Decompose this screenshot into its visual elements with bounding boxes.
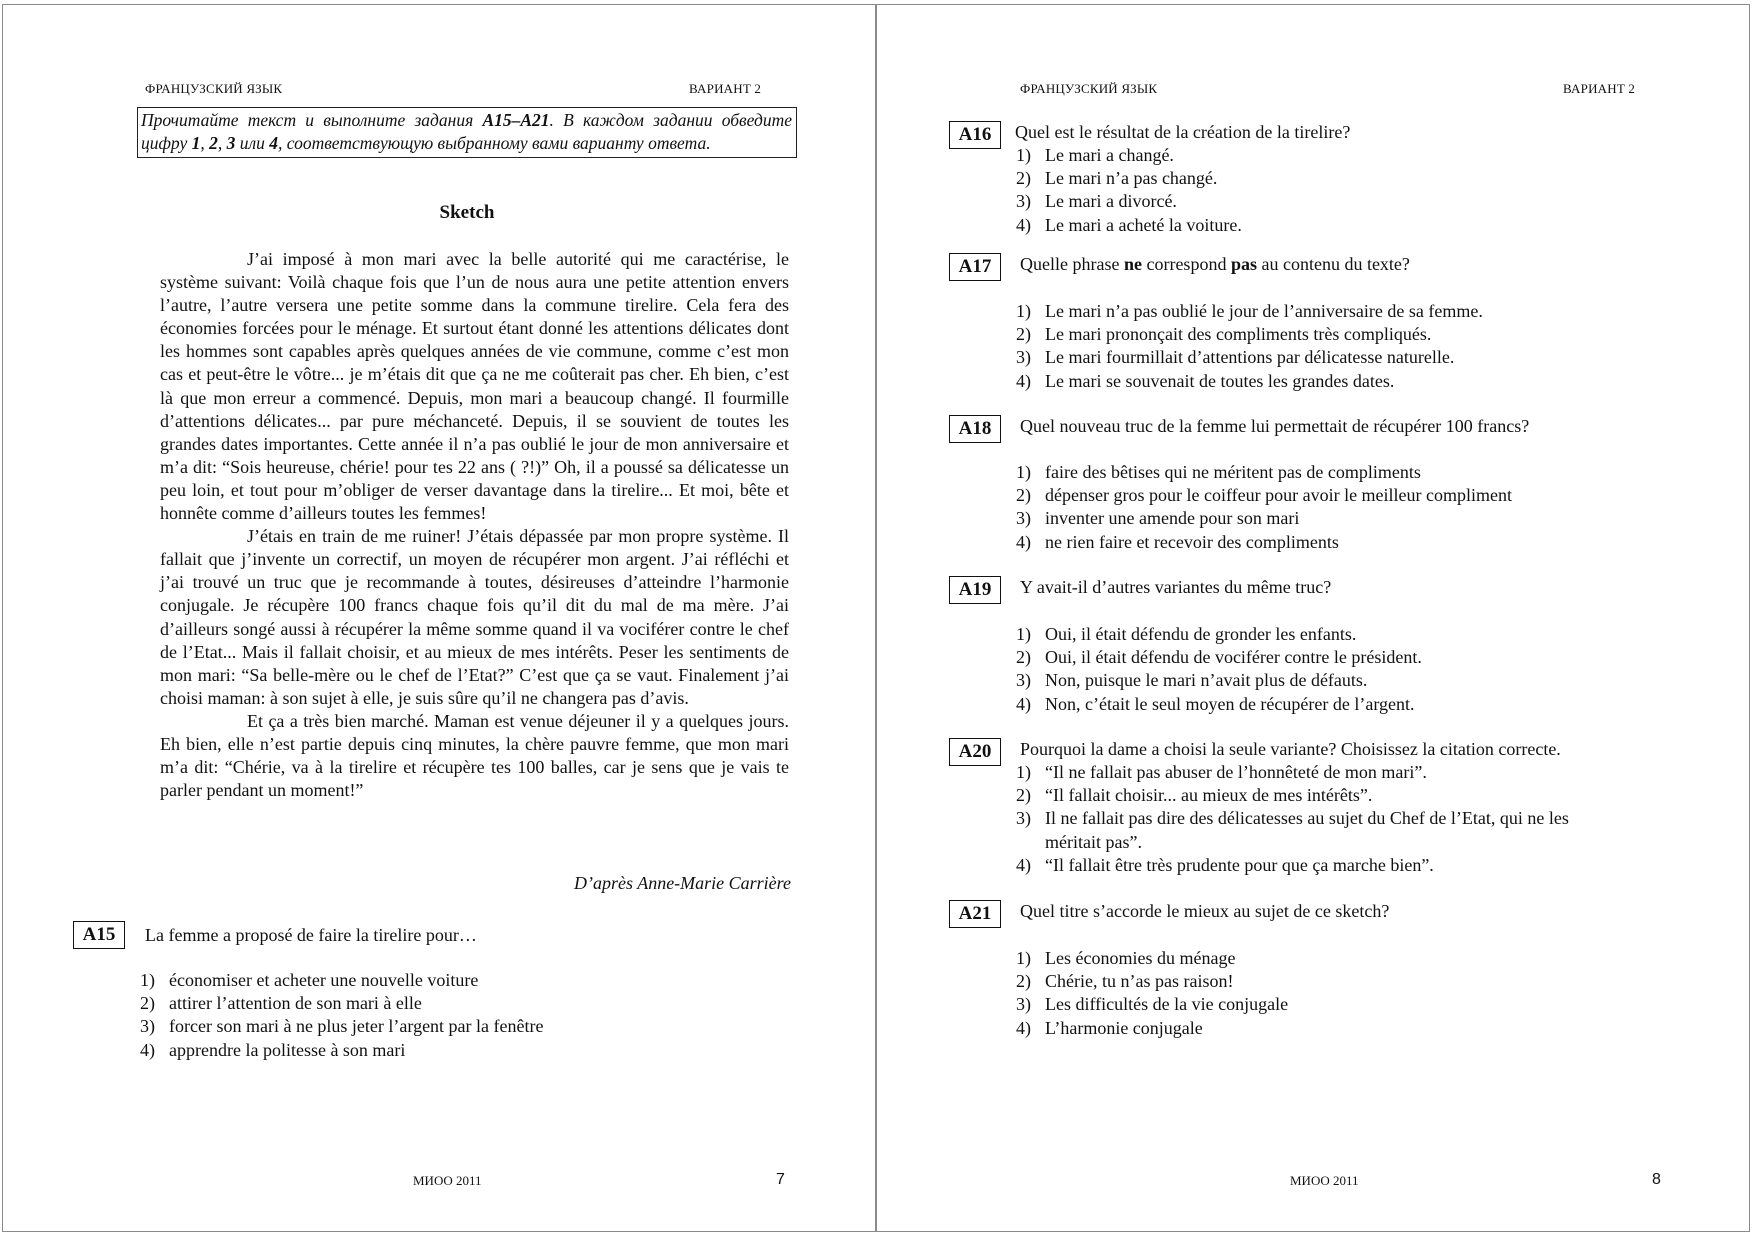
question-label-a20: A20 [949, 738, 1001, 766]
option-text: “Il fallait être très prudente pour que ça marche bien”. [1045, 854, 1434, 875]
option[interactable] [1016, 761, 1596, 784]
paragraph: Et ça a très bien marché. Maman est venue déjeuner il y a quelques jours. Eh bien, elle n’est partie depuis cinq minutes, la chère pauvre femme, que mon mari m’a dit: “Chérie, va à la tirelire et récupère tes 100 balles, car je sens que je vais te parler pendant un moment!” [160, 710, 789, 801]
emphasis-pas: pas [1230, 254, 1257, 274]
option-text: forcer son mari à ne plus jeter l’argent par la fenêtre [169, 1016, 544, 1037]
option-text: Oui, il était défendu de vociférer contre le président. [1045, 647, 1422, 668]
option-number: 3) [1016, 808, 1031, 829]
option-number: 3) [1016, 508, 1031, 529]
question-text-a17 [1020, 253, 1410, 276]
option[interactable] [1016, 531, 1512, 554]
left-page [2, 4, 876, 1232]
question-text-a16: Quel est le résultat de la création de la tirelire? [1015, 122, 1351, 142]
option-number: 4) [1016, 1017, 1031, 1038]
option[interactable] [1016, 669, 1422, 692]
option[interactable] [140, 969, 543, 992]
question-text-a15: La femme a proposé de faire la tirelire pour… [145, 925, 477, 945]
option[interactable] [1016, 461, 1512, 484]
option-text: “Il fallait choisir... au mieux de mes intérêts”. [1045, 785, 1373, 806]
option-text: Chérie, tu n’as pas raison! [1045, 971, 1234, 992]
options-a17 [1016, 300, 1483, 393]
option-number: 3) [140, 1016, 155, 1037]
page-number: 8 [1652, 1171, 1661, 1188]
header-variant: ВАРИАНТ 2 [689, 81, 762, 96]
option[interactable] [1016, 1017, 1288, 1040]
header-subject: ФРАНЦУЗСКИЙ ЯЗЫК [1020, 81, 1158, 96]
option[interactable] [1016, 646, 1422, 669]
option[interactable] [1016, 323, 1483, 346]
question-label-a17: A17 [949, 253, 1001, 281]
option-text: Le mari a divorcé. [1045, 191, 1177, 212]
option[interactable] [140, 1015, 543, 1038]
option[interactable] [1016, 370, 1483, 393]
option[interactable] [1016, 807, 1596, 853]
question-label-a15: A15 [73, 921, 125, 949]
question-text-a20: Pourquoi la dame a choisi la seule variante? Choisissez la citation correcte. [1020, 739, 1561, 759]
option[interactable] [140, 992, 543, 1015]
text-title: Sketch [439, 202, 495, 223]
option-text: dépenser gros pour le coiffeur pour avoir le meilleur compliment [1045, 485, 1513, 506]
option[interactable] [1016, 784, 1596, 807]
option-text: Le mari a changé. [1045, 145, 1174, 165]
option[interactable] [1016, 484, 1512, 507]
option[interactable] [1016, 970, 1288, 993]
option-number: 4) [1016, 854, 1031, 875]
option[interactable] [1016, 144, 1242, 167]
footer-org: МИОО 2011 [1290, 1173, 1359, 1188]
option-text: économiser et acheter une nouvelle voiture [169, 970, 479, 990]
option-number: 2) [1016, 485, 1031, 506]
options-a19 [1016, 623, 1422, 716]
option-text: Le mari a acheté la voiture. [1045, 214, 1242, 235]
header-subject: ФРАНЦУЗСКИЙ ЯЗЫК [145, 81, 283, 96]
instruction-text: , соответствующую выбранному вами варианту ответа. [277, 133, 711, 153]
separator: , [217, 133, 227, 153]
option-number: 1) [1016, 301, 1031, 321]
option[interactable] [1016, 214, 1242, 237]
option-number: 4) [1016, 531, 1031, 552]
option[interactable] [1016, 300, 1483, 323]
option-number: 1) [1016, 145, 1031, 165]
option-number: 2) [1016, 324, 1031, 345]
options-a15 [140, 969, 543, 1062]
separator: , [200, 133, 210, 153]
question-text-part: Quelle phrase [1020, 254, 1124, 274]
option-text: Le mari fourmillait d’attentions par délicatesse naturelle. [1045, 347, 1455, 368]
instruction-text: . В каждом задании обведите цифру [141, 110, 792, 153]
option-number: 2) [1016, 168, 1031, 189]
question-label-a16: A16 [949, 121, 1001, 149]
option[interactable] [140, 1039, 543, 1062]
reading-text [160, 248, 789, 802]
question-text-part: au contenu du texte? [1256, 254, 1410, 274]
options-a16 [1016, 144, 1242, 237]
option-number: 3) [1016, 994, 1031, 1015]
page-number: 7 [776, 1171, 785, 1188]
option-number: 1) [1016, 948, 1031, 968]
question-text-a19: Y avait-il d’autres variantes du même truc? [1020, 577, 1332, 597]
option-number: 2) [1016, 647, 1031, 668]
question-label-a18: A18 [949, 415, 1001, 443]
option-number: 3) [1016, 670, 1031, 691]
option-text: Non, c’était le seul moyen de récupérer de l’argent. [1045, 693, 1415, 714]
option-number: 2) [1016, 971, 1031, 992]
option-number: 2) [1016, 785, 1031, 806]
options-a20 [1016, 761, 1596, 877]
option[interactable] [1016, 167, 1242, 190]
option[interactable] [1016, 993, 1288, 1016]
option-text: Le mari prononçait des compliments très compliqués. [1045, 324, 1432, 345]
option[interactable] [1016, 346, 1483, 369]
option-number: 1) [1016, 762, 1031, 782]
option-text: apprendre la politesse à son mari [169, 1039, 406, 1060]
option-text: inventer une amende pour son mari [1045, 508, 1300, 529]
option-number: 1) [140, 970, 155, 990]
options-a18 [1016, 461, 1512, 554]
instruction-box [137, 107, 797, 158]
option-number: 3) [1016, 347, 1031, 368]
option-number: 4) [1016, 214, 1031, 235]
question-label-a21: A21 [949, 900, 1001, 928]
option-text: Il ne fallait pas dire des délicatesses au sujet du Chef de l’Etat, qui ne les méritait pas”. [1045, 808, 1569, 852]
option-number: 1) [1016, 462, 1031, 482]
footer-org: МИОО 2011 [413, 1173, 482, 1188]
digit-2: 2 [209, 133, 218, 153]
right-page [876, 4, 1750, 1232]
instruction-text: Прочитайте текст и выполните задания [141, 110, 483, 130]
paragraph: J’ai imposé à mon mari avec la belle autorité qui me caractérise, le système suivant: Voilà chaque fois que l’un de nous aura une petite attention envers l’autre, l’autre versera une petite somme dans la commune tirelire. Cela fera des économies forcées pour le ménage. Et surtout étant donné les attentions délicates dont les hommes sont capables après quelques années de vie commune, comme c’est mon cas et peut-être le vôtre... je m’étais dit que ça ne me coûterait pas cher. Eh bien, c’est là que mon erreur a commencé. Depuis, mon mari a beaucoup changé. Il fourmille d’attentions délicates... par pure méchanceté. Depuis, il se souvient de toutes les grandes dates importantes. Cette année il n’a pas oublié le jour de mon anniversaire et m’a dit: “Sois heureuse, chérie! pour tes 22 ans ( ?!)” Oh, il a poussé sa délicatesse un peu loin, et tout pour m’obliger de verser davantage dans la tirelire... Et moi, bête et honnête comme d’ailleurs toutes les femmes! [160, 249, 789, 524]
option-text: Le mari n’a pas changé. [1045, 168, 1218, 189]
question-text-a18: Quel nouveau truc de la femme lui permettait de récupérer 100 francs? [1020, 416, 1530, 436]
option-text: Les économies du ménage [1045, 948, 1236, 968]
option[interactable] [1016, 947, 1288, 970]
option-text: Les difficultés de la vie conjugale [1045, 994, 1289, 1015]
header-variant: ВАРИАНТ 2 [1563, 81, 1636, 96]
options-a21 [1016, 947, 1288, 1040]
option-text: Non, puisque le mari n’avait plus de défauts. [1045, 670, 1368, 691]
option-number: 3) [1016, 191, 1031, 212]
option-number: 4) [1016, 693, 1031, 714]
option-text: faire des bêtises qui ne méritent pas de compliments [1045, 462, 1421, 482]
question-text-a21: Quel titre s’accorde le mieux au sujet de ce sketch? [1020, 901, 1390, 921]
option[interactable] [1016, 190, 1242, 213]
paragraph: J’étais en train de me ruiner! J’étais dépassée par mon propre système. Il fallait que j’invente un correctif, un moyen de récupérer mon argent. J’ai réfléchi et j’ai trouvé un truc que je recommande à toutes, désireuses d’atteindre l’harmonie conjugale. Je récupère 100 francs chaque fois qu’il dit du mal de ma mère. J’ai d’ailleurs songé aussi à récupérer la même somme quand il va vociférer contre le chef de l’Etat... Mais il fallait choisir, et au mieux de mes intérêts. Peser les sentiments de mon mari: “Sa belle-mère ou le chef de l’Etat?” C’est que ça se vaut. Finalement j’ai choisi maman: à son sujet à elle, je suis sûre qu’il ne changera pas d’avis. [160, 526, 789, 708]
option[interactable] [1016, 693, 1422, 716]
digit-4: 4 [269, 133, 278, 153]
option-text: Le mari se souvenait de toutes les grandes dates. [1045, 370, 1395, 391]
option-text: ne rien faire et recevoir des compliments [1045, 531, 1339, 552]
option[interactable] [1016, 623, 1422, 646]
digit-1: 1 [191, 133, 201, 153]
question-label-a19: A19 [949, 576, 1001, 604]
option-number: 2) [140, 993, 155, 1014]
attribution: D’après Anne-Marie Carrière [574, 873, 791, 893]
option-number: 4) [140, 1039, 155, 1060]
task-range: A15–A21 [482, 110, 550, 130]
option-number: 4) [1016, 370, 1031, 391]
option-text: attirer l’attention de son mari à elle [169, 993, 422, 1014]
option-text: L’harmonie conjugale [1045, 1017, 1203, 1038]
instruction-or: или [235, 133, 270, 153]
question-text-part: correspond [1141, 254, 1231, 274]
option-text: Le mari n’a pas oublié le jour de l’anniversaire de sa femme. [1045, 301, 1483, 321]
option-text: Oui, il était défendu de gronder les enfants. [1045, 624, 1357, 644]
option[interactable] [1016, 507, 1512, 530]
option[interactable] [1016, 854, 1596, 877]
emphasis-ne: ne [1123, 254, 1142, 274]
option-number: 1) [1016, 624, 1031, 644]
option-text: “Il ne fallait pas abuser de l’honnêteté de mon mari”. [1045, 762, 1427, 782]
digit-3: 3 [226, 133, 236, 153]
